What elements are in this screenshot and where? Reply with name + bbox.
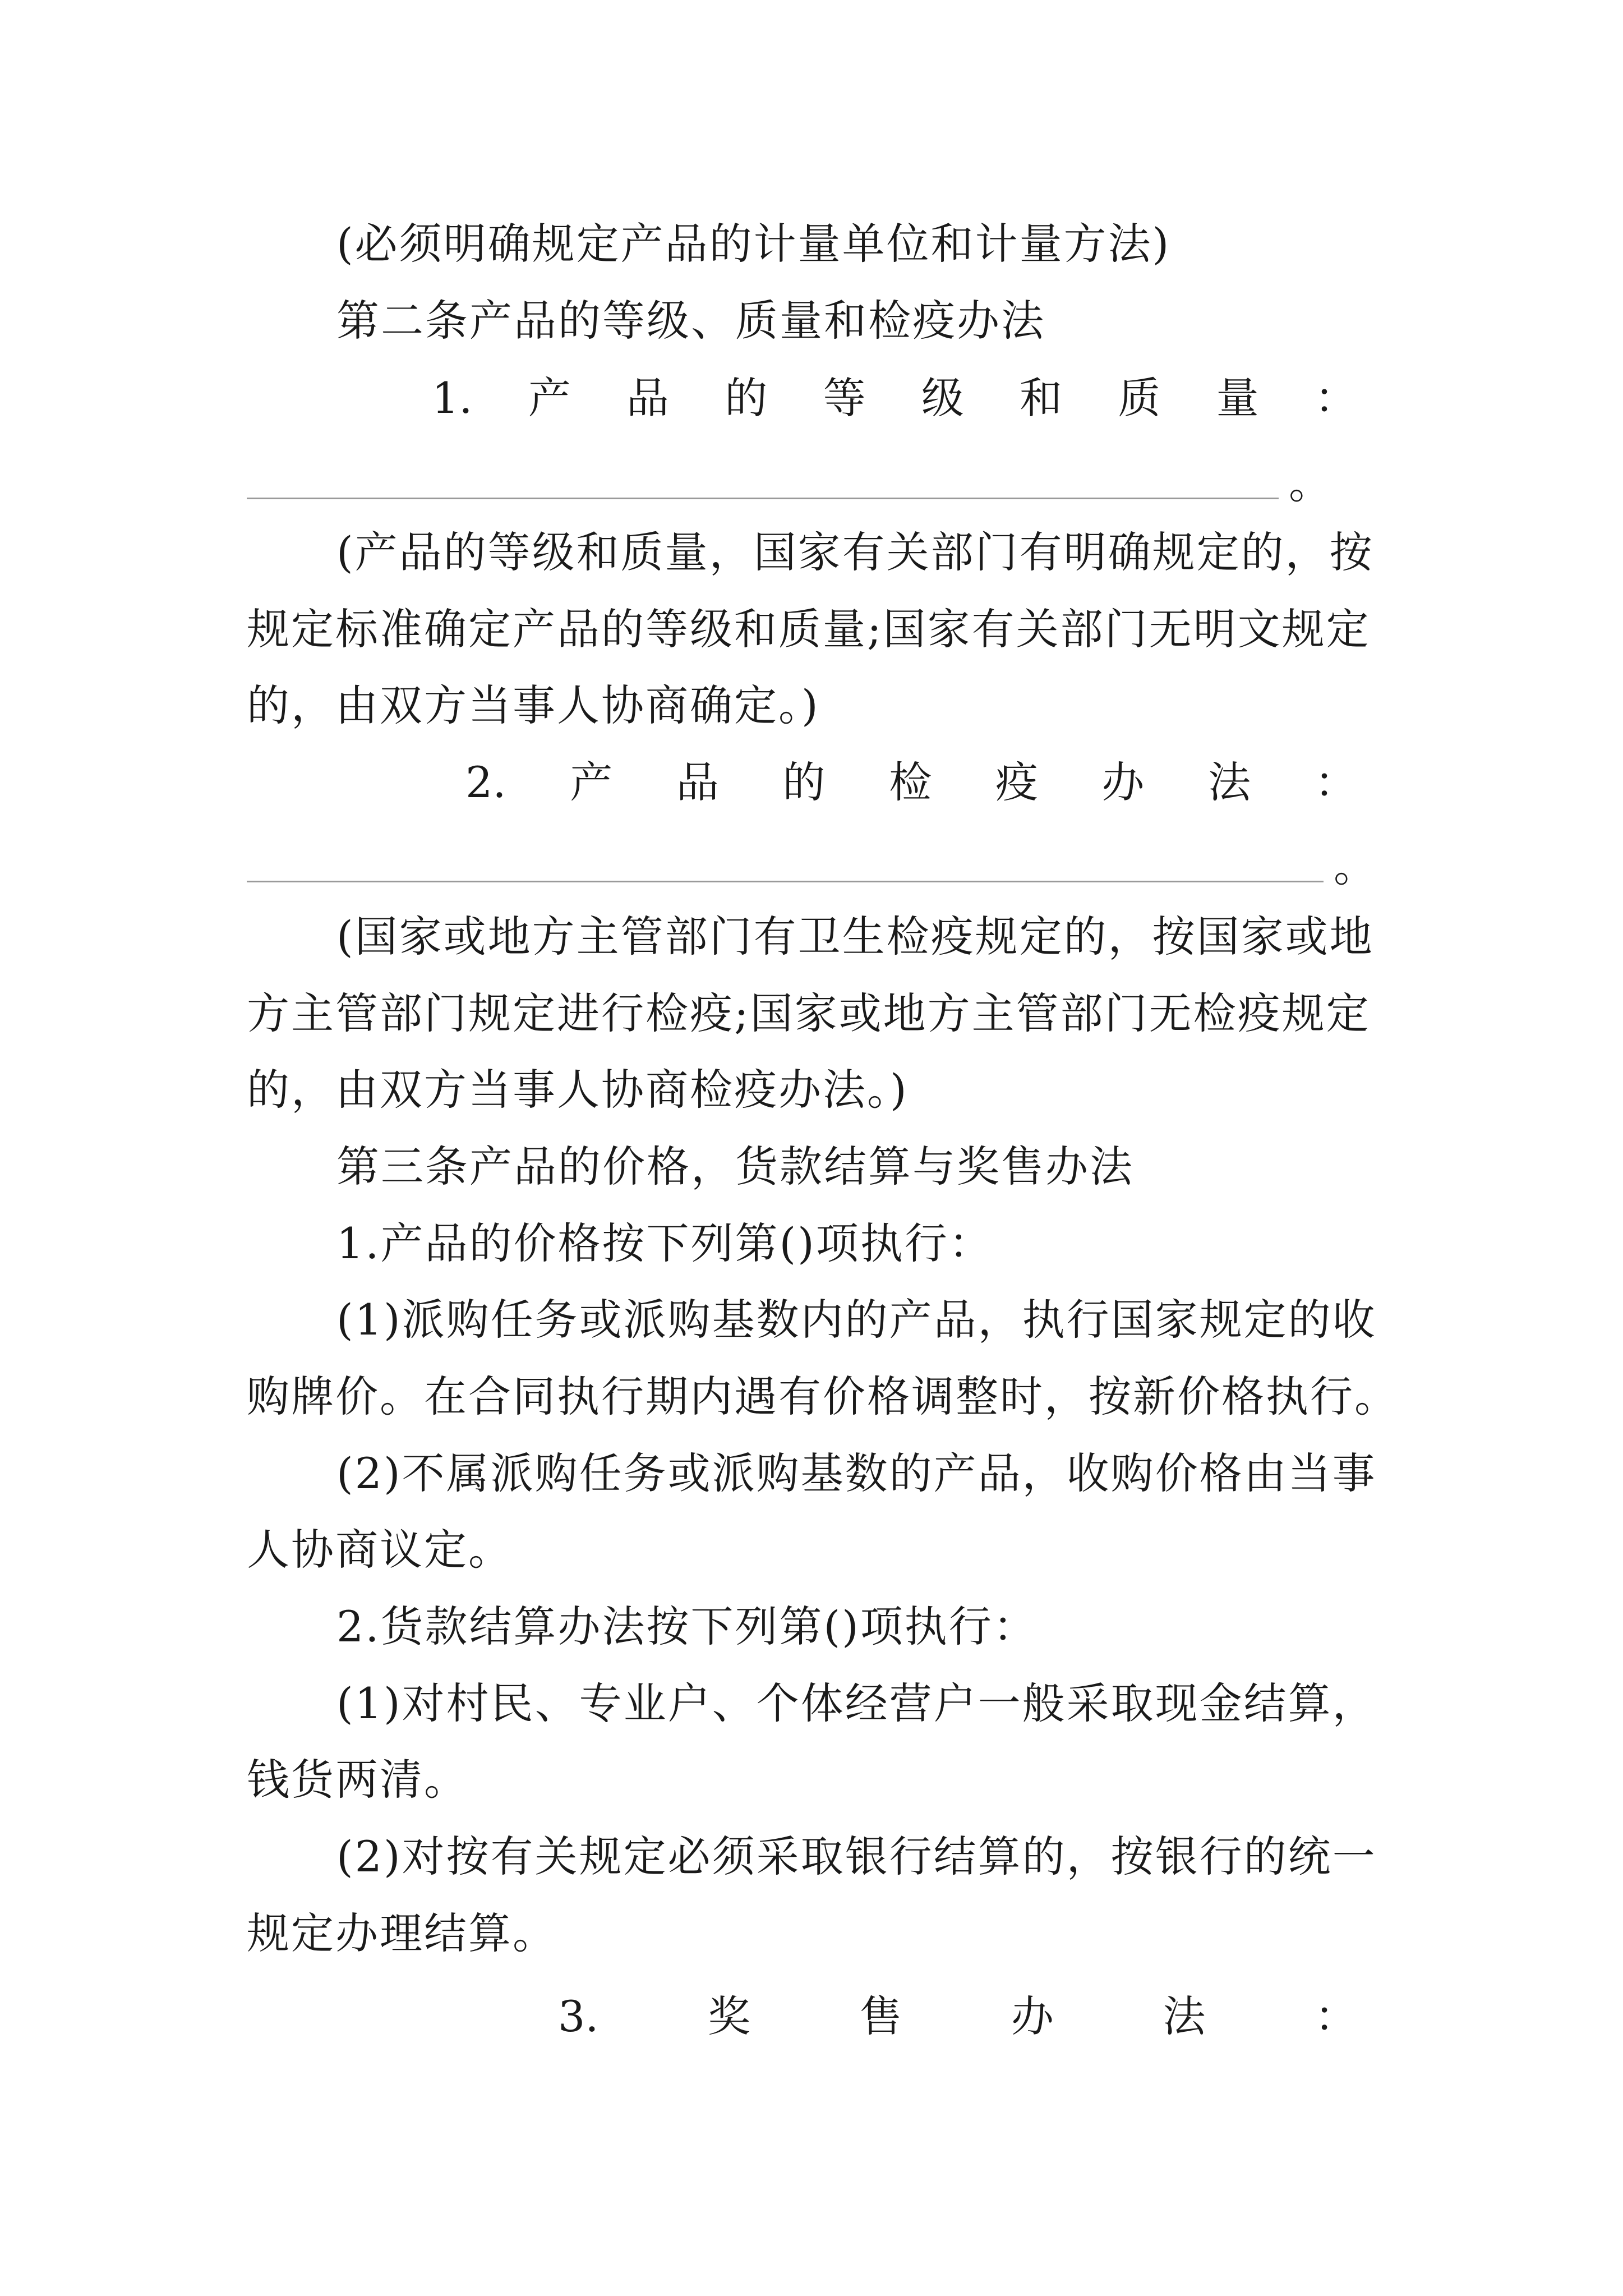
note-quarantine-2: 方主管部门规定进行检疫;国家或地方主管部门无检疫规定 [247,988,1371,1038]
payment-clause-heading: 2.货款结算办法按下列第()项执行： [336,1602,1038,1651]
spread-char: 3. [558,1991,599,2041]
spread-char: ： [1314,373,1357,423]
spread-char: 法 [1208,757,1251,807]
spread-char: 的 [782,757,826,807]
price-option-2-b: 人协商议定。 [247,1525,513,1575]
spread-char: 办 [1011,1991,1054,2041]
note-grade-quality-3: 的，由双方当事人协商确定。) [247,680,820,730]
item-quarantine [465,754,1357,811]
price-clause-heading: 1.产品的价格按下列第()项执行： [336,1218,993,1268]
payment-option-1-a: (1)对村民、专业户、个体经营户一般采取现金结算， [336,1678,1377,1728]
payment-option-2-a: (2)对按有关规定必须采取银行结算的，按银行的统一 [336,1832,1377,1881]
spread-char: 的 [725,373,768,423]
spread-char: 量 [1216,373,1259,423]
spread-char: 办 [1101,757,1145,807]
fill-blank-quarantine [247,839,1376,895]
spread-char: 奖 [708,1991,750,2041]
spread-char: 2. [465,757,506,807]
blank-line[interactable] [247,847,1324,882]
spread-char: 产 [570,757,613,807]
article-3-heading: 第三条产品的价格，货款结算与奖售办法 [336,1142,1134,1191]
price-option-2-a: (2)不属派购任务或派购基数的产品，收购价格由当事 [336,1448,1377,1498]
note-quarantine-1: (国家或地方主管部门有卫生检疫规定的，按国家或地 [336,912,1374,961]
note-quarantine-3: 的，由双方当事人协商检疫办法。) [247,1065,909,1115]
spread-char: 质 [1118,373,1161,423]
spread-char: ： [1314,1991,1357,2041]
blank-end-mark: 。 [1334,841,1376,891]
item-grade-quality [432,370,1357,426]
price-option-1-a: (1)派购任务或派购基数内的产品，执行国家规定的收 [336,1295,1377,1345]
blank-end-mark: 。 [1289,458,1331,508]
note-measurement: (必须明确规定产品的计量单位和计量方法) [336,219,1171,269]
spread-char: 等 [823,373,866,423]
spread-char: 售 [859,1991,902,2041]
spread-char: 检 [889,757,932,807]
spread-char: 1. [432,373,473,423]
note-grade-quality-1: (产品的等级和质量，国家有关部门有明确规定的，按 [336,527,1374,577]
spread-char: 疫 [995,757,1038,807]
blank-line[interactable] [247,464,1279,499]
payment-option-1-b: 钱货两清。 [247,1755,468,1805]
payment-option-2-b: 规定办理结算。 [247,1908,557,1958]
article-2-heading: 第二条产品的等级、质量和检疫办法 [336,296,1045,346]
item-incentive-sales [558,1989,1357,2045]
spread-char: 品 [676,757,719,807]
spread-char: ： [1314,757,1357,807]
spread-char: 和 [1020,373,1063,423]
note-grade-quality-2: 规定标准确定产品的等级和质量;国家有关部门无明文规定 [247,604,1371,654]
spread-char: 品 [626,373,670,423]
price-option-1-b: 购牌价。在合同执行期内遇有价格调整时，按新价格执行。 [247,1372,1399,1421]
spread-char: 产 [528,373,571,423]
fill-blank-grade-quality [247,455,1331,512]
spread-char: 级 [921,373,964,423]
spread-char: 法 [1163,1991,1206,2041]
